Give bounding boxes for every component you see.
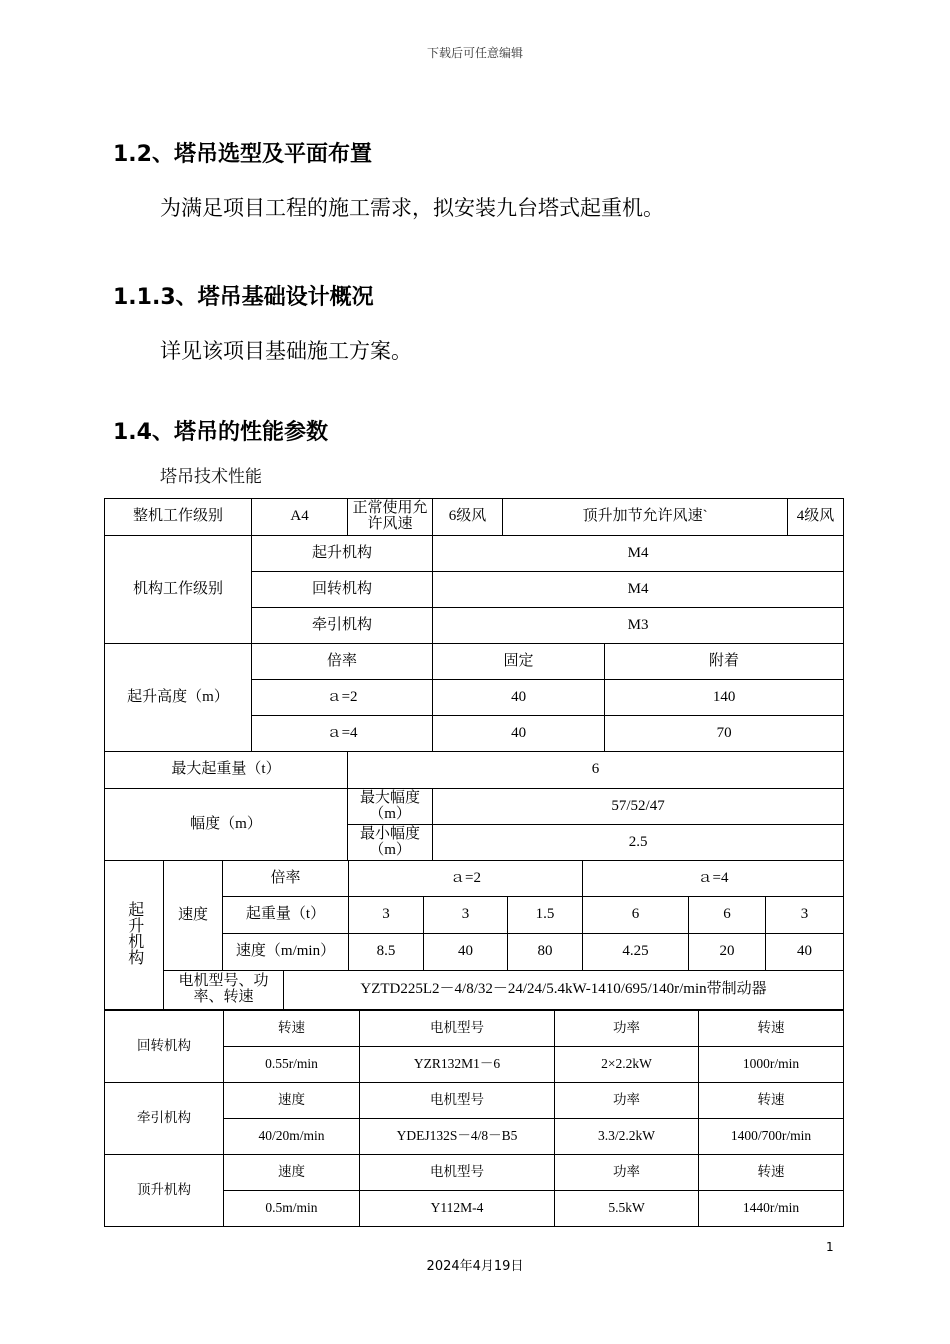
performance-table-mechanisms bbox=[104, 1010, 844, 1227]
jacking-header: 速度 bbox=[224, 1155, 360, 1191]
trolley-value: 3.3/2.2kW bbox=[555, 1119, 699, 1155]
trolley-header: 功率 bbox=[555, 1083, 699, 1119]
slewing-value: 1000r/min bbox=[699, 1047, 844, 1083]
trolley-value: YDEJ132S－4/8－B5 bbox=[360, 1119, 555, 1155]
hoist-load-value: 3 bbox=[349, 897, 424, 934]
row-slewing-header bbox=[105, 1011, 844, 1047]
hoist-load-value: 6 bbox=[583, 897, 689, 934]
work-class-value: A4 bbox=[252, 499, 348, 536]
mech-class-label: 机构工作级别 bbox=[105, 536, 252, 644]
hoist-load-label: 起重量（t） bbox=[223, 897, 349, 934]
hoist-load-value: 3 bbox=[766, 897, 844, 934]
mech-class-value: M4 bbox=[433, 536, 844, 572]
hoist-speed-value: 80 bbox=[508, 934, 583, 971]
section-heading-1-1-3: 1.1.3、塔吊基础设计概况 bbox=[113, 285, 374, 310]
row-jacking-header bbox=[105, 1155, 844, 1191]
hoist-ratio-a4: ａ=4 bbox=[583, 861, 844, 897]
slewing-header: 电机型号 bbox=[360, 1011, 555, 1047]
wind-speed-value: 6级风 bbox=[433, 499, 503, 536]
hoist-speed-value: 40 bbox=[766, 934, 844, 971]
mech-class-name: 起升机构 bbox=[252, 536, 433, 572]
slewing-value: 2×2.2kW bbox=[555, 1047, 699, 1083]
table-caption: 塔吊技术性能 bbox=[160, 467, 262, 487]
jacking-wind-label: 顶升加节允许风速` bbox=[503, 499, 788, 536]
performance-table-upper bbox=[104, 498, 844, 861]
wind-speed-label: 正常使用允许风速 bbox=[348, 499, 433, 536]
page-number: 1 bbox=[826, 1240, 834, 1254]
hoist-load-value: 3 bbox=[424, 897, 508, 934]
hoist-speed-value: 8.5 bbox=[349, 934, 424, 971]
slewing-header: 转速 bbox=[224, 1011, 360, 1047]
lift-height-header-attached: 附着 bbox=[605, 644, 844, 680]
slewing-header: 功率 bbox=[555, 1011, 699, 1047]
jacking-value: 0.5m/min bbox=[224, 1191, 360, 1227]
max-load-label: 最大起重量（t） bbox=[105, 752, 348, 789]
lift-height-header-fixed: 固定 bbox=[433, 644, 605, 680]
radius-max-label: 最大幅度（m） bbox=[348, 789, 433, 825]
jacking-wind-value: 4级风 bbox=[788, 499, 844, 536]
lift-height-ratio: ａ=2 bbox=[252, 680, 433, 716]
slewing-label: 回转机构 bbox=[105, 1011, 224, 1083]
hoist-mechanism-text: 起升机构 bbox=[125, 900, 143, 965]
hoist-mechanism-label bbox=[105, 861, 164, 1010]
radius-min-value: 2.5 bbox=[433, 825, 844, 861]
trolley-label: 牵引机构 bbox=[105, 1083, 224, 1155]
section-heading-1-2: 1.2、塔吊选型及平面布置 bbox=[113, 142, 372, 167]
trolley-header: 速度 bbox=[224, 1083, 360, 1119]
lift-height-ratio: ａ=4 bbox=[252, 716, 433, 752]
jacking-header: 电机型号 bbox=[360, 1155, 555, 1191]
hoist-speed-row-label bbox=[223, 934, 349, 971]
jacking-header: 功率 bbox=[555, 1155, 699, 1191]
row-radius-max bbox=[105, 789, 844, 825]
radius-max-value: 57/52/47 bbox=[433, 789, 844, 825]
lift-height-label: 起升高度（m） bbox=[105, 644, 252, 752]
row-mech-class-hoist bbox=[105, 536, 844, 572]
lift-height-attached: 70 bbox=[605, 716, 844, 752]
hoist-speed-row-text: 速度（m/min） bbox=[235, 943, 336, 960]
work-class-label: 整机工作级别 bbox=[105, 499, 252, 536]
jacking-header: 转速 bbox=[699, 1155, 844, 1191]
hoist-speed-value: 20 bbox=[689, 934, 766, 971]
row-max-load bbox=[105, 752, 844, 789]
section-paragraph-1-1-3: 详见该项目基础施工方案。 bbox=[160, 339, 412, 363]
slewing-value: YZR132M1－6 bbox=[360, 1047, 555, 1083]
trolley-header: 转速 bbox=[699, 1083, 844, 1119]
jacking-value: 1440r/min bbox=[699, 1191, 844, 1227]
slewing-value: 0.55r/min bbox=[224, 1047, 360, 1083]
slewing-header: 转速 bbox=[699, 1011, 844, 1047]
performance-table-hoist bbox=[104, 860, 844, 1010]
radius-label: 幅度（m） bbox=[105, 789, 348, 861]
row-hoist-motor bbox=[105, 971, 844, 1010]
lift-height-fixed: 40 bbox=[433, 716, 605, 752]
lift-height-attached: 140 bbox=[605, 680, 844, 716]
trolley-header: 电机型号 bbox=[360, 1083, 555, 1119]
jacking-value: 5.5kW bbox=[555, 1191, 699, 1227]
section-heading-1-4: 1.4、塔吊的性能参数 bbox=[113, 420, 328, 445]
hoist-speed-value: 4.25 bbox=[583, 934, 689, 971]
lift-height-fixed: 40 bbox=[433, 680, 605, 716]
mech-class-name: 牵引机构 bbox=[252, 608, 433, 644]
page-header: 下载后可任意编辑 bbox=[426, 46, 523, 60]
row-work-class bbox=[105, 499, 844, 536]
footer-date: 2024年4月19日 bbox=[426, 1259, 524, 1274]
row-hoist-ratio bbox=[105, 861, 844, 897]
row-trolley-header bbox=[105, 1083, 844, 1119]
trolley-value: 1400/700r/min bbox=[699, 1119, 844, 1155]
jacking-value: Y112M-4 bbox=[360, 1191, 555, 1227]
trolley-value: 40/20m/min bbox=[224, 1119, 360, 1155]
max-load-value: 6 bbox=[348, 752, 844, 789]
mech-class-name: 回转机构 bbox=[252, 572, 433, 608]
hoist-ratio-label: 倍率 bbox=[223, 861, 349, 897]
hoist-motor-value: YZTD225L2－4/8/32－24/24/5.4kW-1410/695/140r/min带制动器 bbox=[284, 971, 844, 1010]
hoist-load-value: 1.5 bbox=[508, 897, 583, 934]
hoist-motor-label bbox=[164, 971, 284, 1010]
jacking-label: 顶升机构 bbox=[105, 1155, 224, 1227]
radius-min-label: 最小幅度（m） bbox=[348, 825, 433, 861]
mech-class-value: M4 bbox=[433, 572, 844, 608]
hoist-ratio-a2: ａ=2 bbox=[349, 861, 583, 897]
row-lift-height-header bbox=[105, 644, 844, 680]
hoist-speed-value: 40 bbox=[424, 934, 508, 971]
hoist-load-value: 6 bbox=[689, 897, 766, 934]
hoist-speed-label: 速度 bbox=[164, 861, 223, 971]
hoist-motor-label-text: 电机型号、功率、转速 bbox=[178, 973, 269, 1005]
mech-class-value: M3 bbox=[433, 608, 844, 644]
section-paragraph-1-2: 为满足项目工程的施工需求，拟安装九台塔式起重机。 bbox=[160, 196, 664, 220]
lift-height-header-ratio: 倍率 bbox=[252, 644, 433, 680]
